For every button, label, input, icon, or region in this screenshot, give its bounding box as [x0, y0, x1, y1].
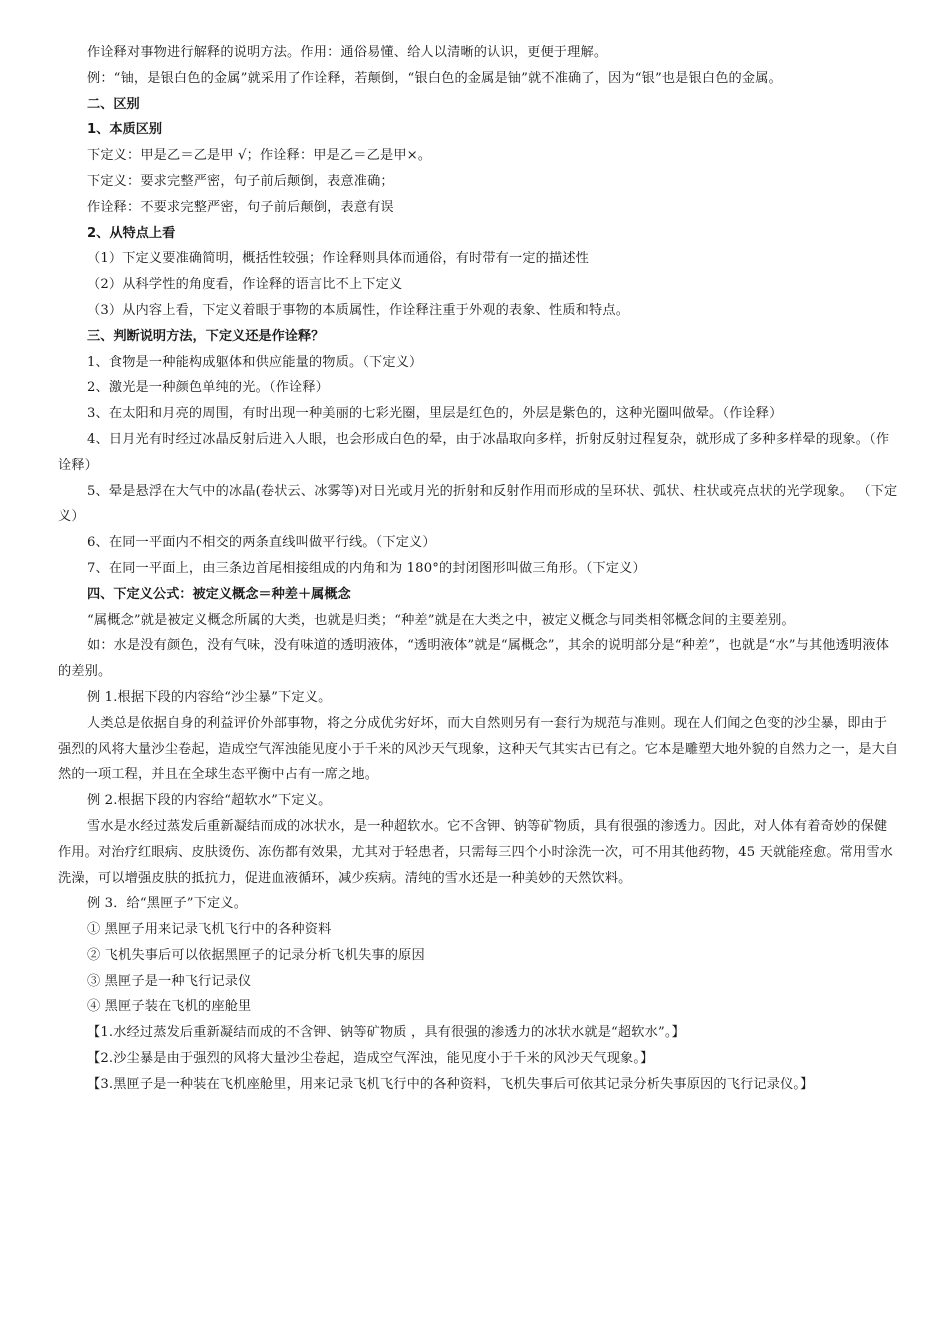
list-item: ③ 黑匣子是一种飞行记录仪: [87, 973, 252, 989]
section-heading: 二、区别: [87, 96, 140, 112]
paragraph: 作诠释：不要求完整严密，句子前后颠倒，表意有误: [87, 199, 394, 215]
list-item: （3）从内容上看，下定义着眼于事物的本质属性，作诠释注重于外观的表象、性质和特点。: [87, 302, 630, 318]
paragraph: 下定义：要求完整严密，句子前后颠倒，表意准确；: [87, 173, 394, 189]
paragraph: 例：“铀，是银白色的金属”就采用了作诠释，若颠倒，“银白色的金属是铀”就不准确了，因为“银”也是银白色的金属。: [87, 70, 782, 86]
paragraph: 雪水是水经过蒸发后重新凝结而成的冰状水，是一种超软水。它不含钾、钠等矿物质，具有很强的渗透力。因此，对人体有着奇妙的保健作用。对治疗红眼病、皮肤烫伤、冻伤都有效果，尤其对于轻患者，只需每三四个小时涂洗一次，可不用其他药物，45 天就能痊愈。常用雪水洗澡，可以增强皮肤的抵抗力，促进血液循环，减少疾病。清纯的雪水还是一种美妙的天然饮料。: [58, 818, 894, 886]
subsection-heading: 2、从特点上看: [87, 225, 176, 241]
paragraph: 下定义：甲是乙＝乙是甲 √；作诠释：甲是乙＝乙是甲×。: [87, 148, 432, 164]
list-item: 2、激光是一种颜色单纯的光。（作诠释）: [87, 380, 330, 396]
list-item: 4、日月光有时经过冰晶反射后进入人眼，也会形成白色的晕，由于冰晶取向多样，折射反射过程复杂，就形成了多种多样晕的现象。（作诠释）: [58, 431, 890, 473]
list-item: 7、在同一平面上，由三条边首尾相接组成的内角和为 180°的封闭图形叫做三角形。（下定义）: [87, 560, 646, 576]
list-item: 5、晕是悬浮在大气中的冰晶(卷状云、冰雾等)对日光或月光的折射和反射作用而形成的呈环状、弧状、柱状或亮点状的光学现象。 （下定义）: [58, 483, 898, 525]
list-item: 6、在同一平面内不相交的两条直线叫做平行线。（下定义）: [87, 535, 436, 551]
list-item: 1、食物是一种能构成躯体和供应能量的物质。（下定义）: [87, 354, 423, 370]
answer-item: 【3.黑匣子是一种装在飞机座舱里，用来记录飞机飞行中的各种资料，飞机失事后可依其记录分析失事原因的飞行记录仪。】: [87, 1076, 814, 1092]
answer-item: 【2.沙尘暴是由于强烈的风将大量沙尘卷起，造成空气浑浊，能见度小于千米的风沙天气现象。】: [87, 1051, 654, 1067]
paragraph: 如：水是没有颜色，没有气味，没有味道的透明液体，“透明液体”就是“属概念”，其余的说明部分是“种差”，也就是“水”与其他透明液体的差别。: [58, 638, 890, 680]
section-heading: 四、下定义公式：被定义概念＝种差＋属概念: [87, 586, 351, 602]
example-prompt: 例 1.根据下段的内容给“沙尘暴”下定义。: [87, 689, 332, 705]
list-item: 3、在太阳和月亮的周围，有时出现一种美丽的七彩光圈，里层是红色的，外层是紫色的，这种光圈叫做晕。（作诠释）: [87, 406, 783, 422]
paragraph: 作诠释对事物进行解释的说明方法。作用：通俗易懂、给人以清晰的认识，更便于理解。: [87, 45, 608, 60]
list-item: ② 飞机失事后可以依据黑匣子的记录分析飞机失事的原因: [87, 947, 425, 963]
subsection-heading: 1、本质区别: [87, 122, 163, 138]
paragraph: “属概念”就是被定义概念所属的大类，也就是归类；“种差”就是在大类之中，被定义概念与同类相邻概念间的主要差别。: [87, 612, 795, 628]
list-item: ① 黑匣子用来记录飞机飞行中的各种资料: [87, 922, 332, 938]
paragraph: 人类总是依据自身的利益评价外部事物，将之分成优劣好坏，而大自然则另有一套行为规范与准则。现在人们闻之色变的沙尘暴，即由于强烈的风将大量沙尘卷起，造成空气浑浊能见度小于千米的风沙天气现象，这种天气其实古已有之。它本是雕塑大地外貌的自然力之一，是大自然的一项工程，并且在全球生态平衡中占有一席之地。: [58, 715, 899, 783]
list-item: ④ 黑匣子装在飞机的座舱里: [87, 999, 252, 1015]
example-prompt: 例 3．给“黑匣子”下定义。: [87, 896, 248, 912]
section-heading: 三、判断说明方法，下定义还是作诠释？: [87, 328, 325, 344]
document-page: [58, 40, 900, 1098]
example-prompt: 例 2.根据下段的内容给“超软水”下定义。: [87, 793, 332, 809]
answer-item: 【1.水经过蒸发后重新凝结而成的不含钾、钠等矿物质 ，具有很强的渗透力的冰状水就是“超软水”。】: [87, 1025, 685, 1041]
list-item: （2）从科学性的角度看，作诠释的语言比不上下定义: [87, 277, 403, 293]
list-item: （1）下定义要准确简明，概括性较强；作诠释则具体而通俗，有时带有一定的描述性: [87, 251, 590, 267]
